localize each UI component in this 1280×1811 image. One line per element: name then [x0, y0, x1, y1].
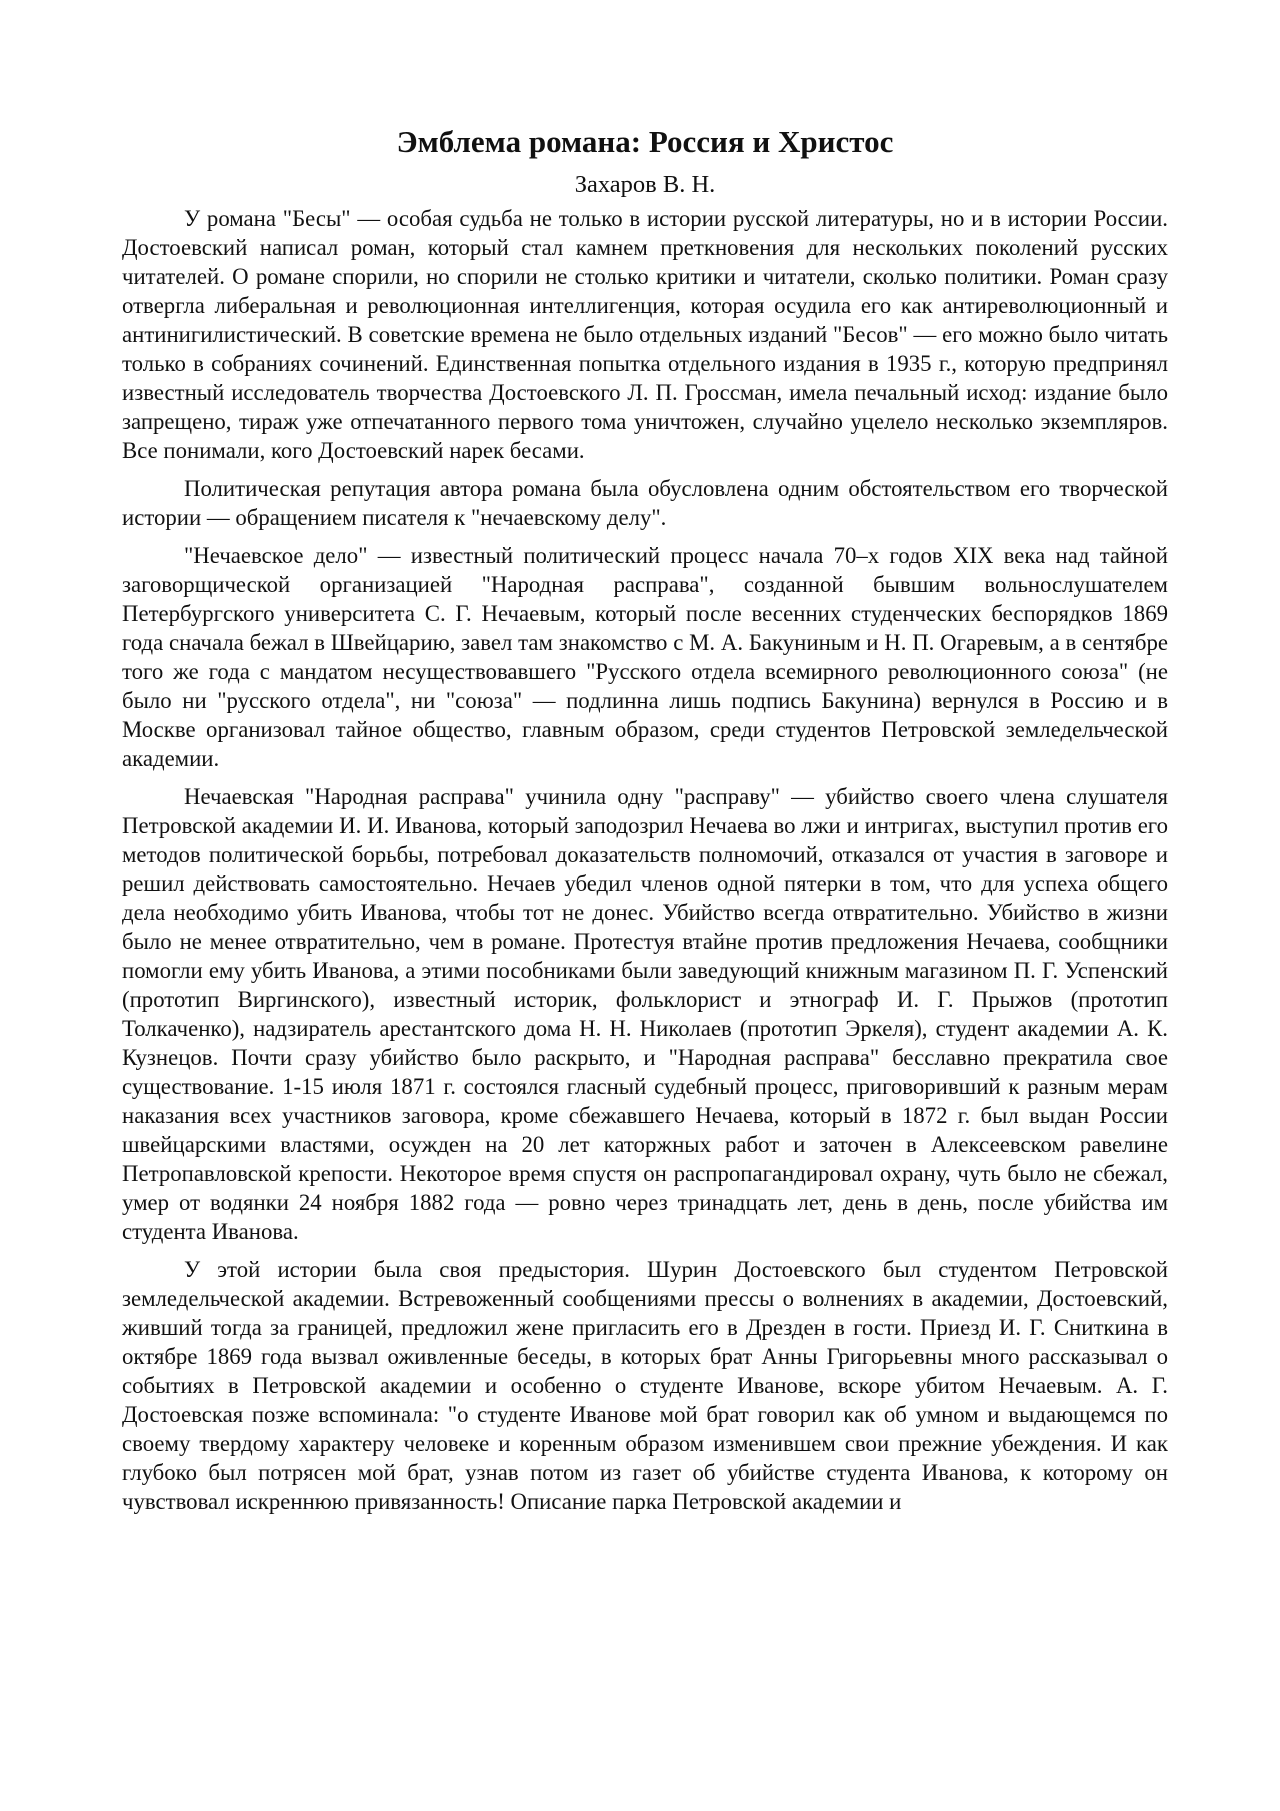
paragraph: У этой истории была своя предыстория. Шурин Достоевского был студентом Петровской земледельческой академии. Встревоженный сообщениями прессы о волнениях в академии, Достоевский, живший тогда за границей, предложил жене пригласить его в Дрезден в гости. Приезд И. Г. Сниткина в октябре 1869 года вызвал оживленные беседы, в которых брат Анны Григорьевны много рассказывал о событиях в Петровской академии и особенно о студенте Иванове, вскоре убитом Нечаевым. А. Г. Достоевская позже вспоминала: "о студенте Иванове мой брат говорил как об умном и выдающемся по своему твердому характеру человеке и коренным образом изменившем свои прежние убеждения. И как глубоко был потрясен мой брат, узнав потом из газет об убийстве студента Иванова, к которому он чувствовал искреннюю привязанность! Описание парка Петровской академии и	[122, 1257, 1168, 1514]
paragraph: Нечаевская "Народная расправа" учинила одну "расправу" — убийство своего члена слушателя Петровской академии И. И. Иванова, который заподозрил Нечаева во лжи и интригах, выступил против его методов политической борьбы, потребовал доказательств полномочий, отказался от участия в заговоре и решил действовать самостоятельно. Нечаев убедил членов одной пятерки в том, что для успеха общего дела необходимо убить Иванова, чтобы тот не донес. Убийство всегда отвратительно. Убийство в жизни было не менее отвратительно, чем в романе. Протестуя втайне против предложения Нечаева, сообщники помогли ему убить Иванова, а этими пособниками были заведующий книжным магазином П. Г. Успенский (прототип Виргинского), известный историк, фольклорист и этнограф И. Г. Прыжов (прототип Толкаченко), надзиратель арестантского дома Н. Н. Николаев (прототип Эркеля), студент академии А. К. Кузнецов. Почти сразу убийство было раскрыто, и "Народная расправа" бесславно прекратила свое существование. 1-15 июля 1871 г. состоялся гласный судебный процесс, приговоривший к разным мерам наказания всех участников заговора, кроме сбежавшего Нечаева, который в 1872 г. был выдан России швейцарскими властями, осужден на 20 лет каторжных работ и заточен в Алексеевском равелине Петропавловской крепости. Некоторое время спустя он распропагандировал охрану, чуть было не сбежал, умер от водянки 24 ноября 1882 года — ровно через тринадцать лет, день в день, после убийства им студента Иванова.	[122, 784, 1168, 1244]
paragraph: Политическая репутация автора романа была обусловлена одним обстоятельством его творческой истории — обращением писателя к "нечаевскому делу".	[122, 476, 1168, 530]
document-page	[122, 118, 1168, 1525]
paragraph: У романа "Бесы" — особая судьба не только в истории русской литературы, но и в истории России. Достоевский написал роман, который стал камнем преткновения для нескольких поколений русских читателей. О романе спорили, но спорили не столько критики и читатели, сколько политики. Роман сразу отвергла либеральная и революционная интеллигенция, которая осудила его как антиреволюционный и антинигилистический. В советские времена не было отдельных изданий "Бесов" — его можно было читать только в собраниях сочинений. Единственная попытка отдельного издания в 1935 г., которую предпринял известный исследователь творчества Достоевского Л. П. Гроссман, имела печальный исход: издание было запрещено, тираж уже отпечатанного первого тома уничтожен, случайно уцелело несколько экземпляров. Все понимали, кого Достоевский нарек бесами.	[122, 206, 1168, 463]
document-author: Захаров В. Н.	[574, 171, 716, 198]
paragraph: "Нечаевское дело" — известный политический процесс начала 70–х годов XIX века над тайной заговорщической организацией "Народная расправа", созданной бывшим вольнослушателем Петербургского университета С. Г. Нечаевым, который после весенних студенческих беспорядков 1869 года сначала бежал в Швейцарию, завел там знакомство с М. А. Бакуниным и Н. П. Огаревым, а в сентябре того же года с мандатом несуществовавшего "Русского отдела всемирного революционного союза" (не было ни "русского отдела", ни "союза" — подлинна лишь подпись Бакунина) вернулся в Россию и в Москве организовал тайное общество, главным образом, среди студентов Петровской земледельческой академии.	[122, 543, 1168, 771]
document-title: Эмблема романа: Россия и Христос	[396, 124, 894, 159]
